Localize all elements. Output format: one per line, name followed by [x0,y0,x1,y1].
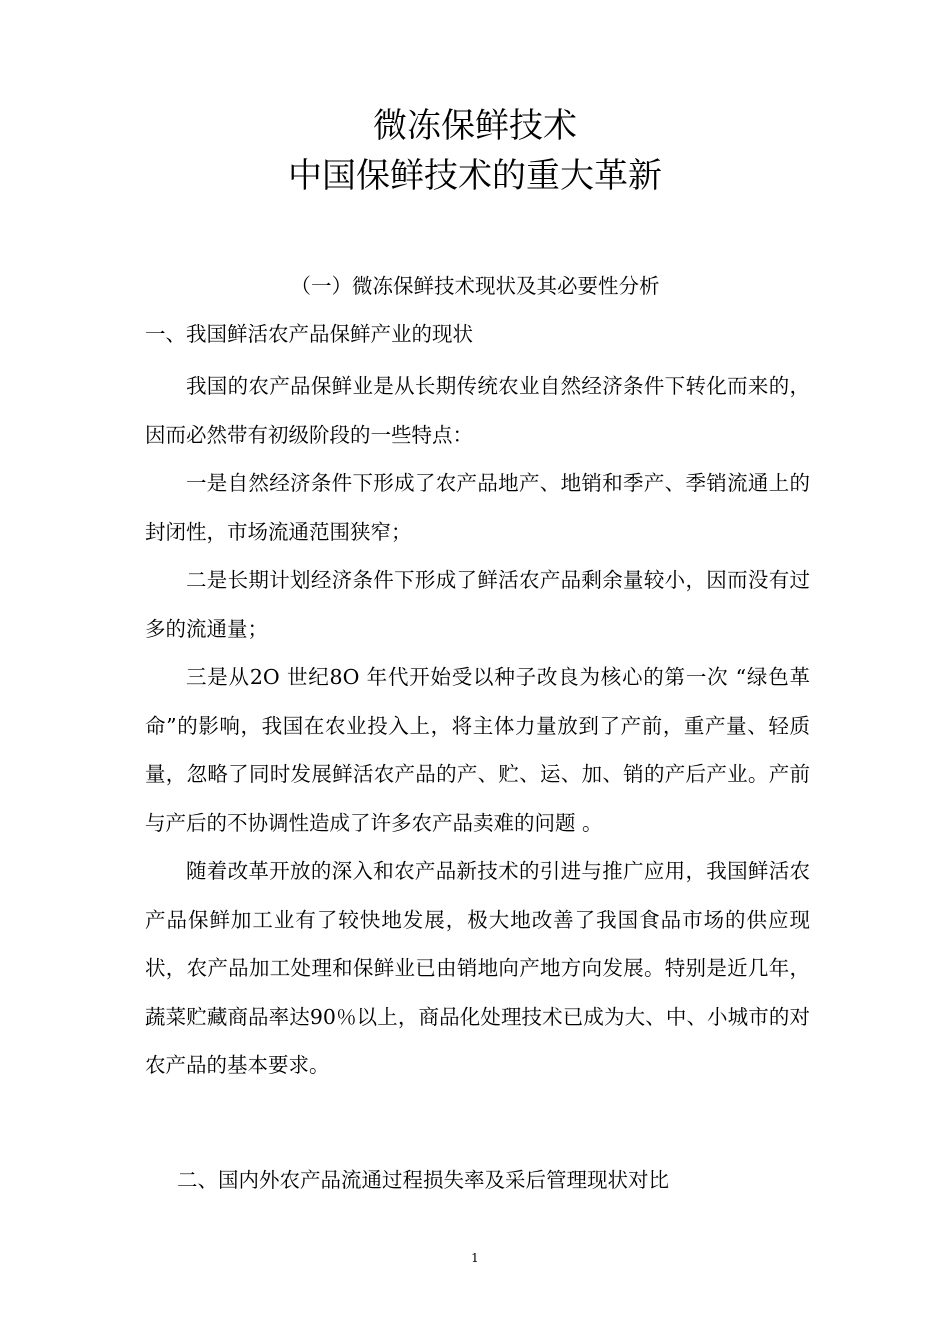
document-title: 微冻保鲜技术 [373,106,577,146]
document-subtitle: 中国保鲜技术的重大革新 [288,156,662,196]
paragraph-point-two: 二是长期计划经济条件下形成了鲜活农产品剩余量较小，因而没有过多的流通量； [145,568,810,641]
heading-comparison: 二、国内外农产品流通过程损失率及采后管理现状对比 [177,1168,669,1192]
heading-current-status: 一、我国鲜活农产品保鲜产业的现状 [145,322,473,346]
page-number: 1 [471,1251,479,1265]
paragraph-point-three: 三是从2O 世纪8O 年代开始受以种子改良为核心的第一次 “绿色革命”的影响，我国在农业投入上，将主体力量放到了产前，重产量、轻质量，忽略了同时发展鲜活农产品的产、贮、运、加、销的产后产业。产前与产后的不协调性造成了许多农产品卖难的问题 。 [145,665,810,835]
body-text [145,362,810,1090]
paragraph-point-one: 一是自然经济条件下形成了农产品地产、地销和季产、季销流通上的封闭性，市场流通范围狭窄； [145,471,810,544]
section-heading: （一）微冻保鲜技术现状及其必要性分析 [290,274,660,298]
paragraph-development: 随着改革开放的深入和农产品新技术的引进与推广应用，我国鲜活农产品保鲜加工业有了较快地发展，极大地改善了我国食品市场的供应现状，农产品加工处理和保鲜业已由销地向产地方向发展。特别是近几年，蔬菜贮藏商品率达90％以上，商品化处理技术已成为大、中、小城市的对农产品的基本要求。 [145,859,810,1077]
paragraph-intro: 我国的农产品保鲜业是从长期传统农业自然经济条件下转化而来的，因而必然带有初级阶段的一些特点： [145,374,810,447]
